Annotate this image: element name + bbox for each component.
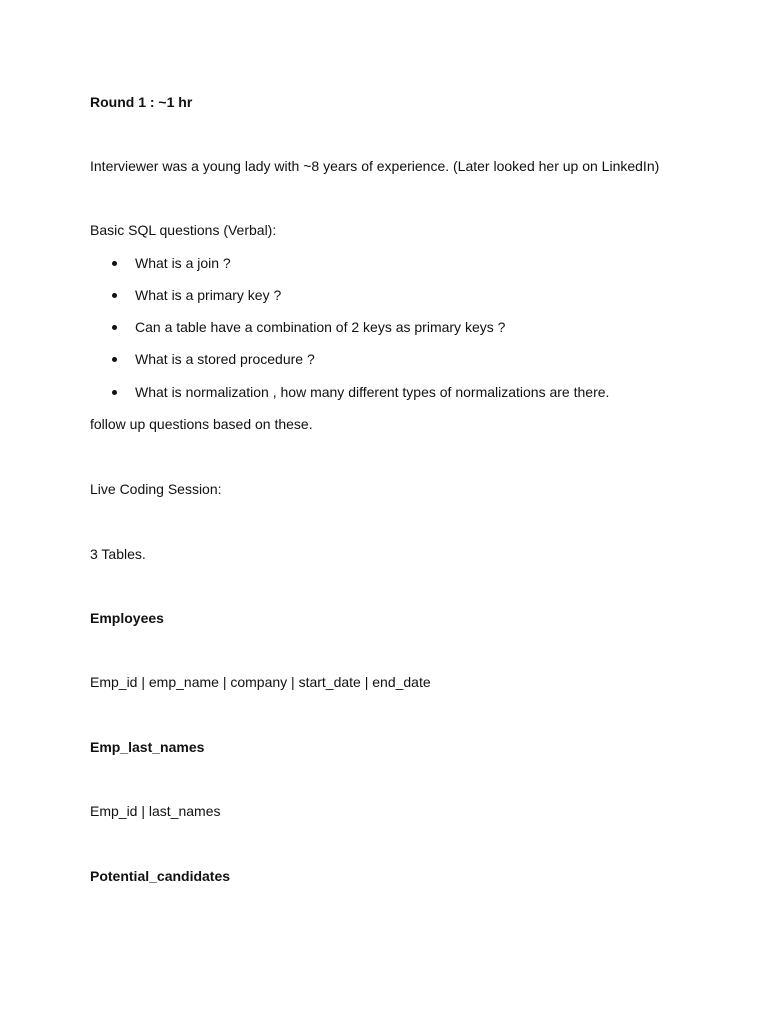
follow-up-text: follow up questions based on these. [90,416,313,432]
list-item-text: Can a table have a combination of 2 keys as primary keys ? [135,319,506,335]
bullet-icon [112,325,117,330]
list-item [112,286,281,304]
bullet-icon [112,390,117,395]
table-name-potential-candidates: Potential_candidates [90,868,231,884]
bullet-icon [112,357,117,362]
tables-count-text: 3 Tables. [90,546,146,562]
live-coding-heading: Live Coding Session: [90,481,222,497]
bullet-icon [112,293,117,298]
table-name-emp-last-names: Emp_last_names [90,739,205,755]
list-item-text: What is a stored procedure ? [135,351,315,367]
table-name-employees: Employees [90,610,164,626]
list-item-text: What is a join ? [135,255,231,271]
table-columns-emp-last-names: Emp_id | last_names [90,803,221,819]
list-item [112,383,609,401]
list-item [112,254,231,272]
bullet-icon [112,261,117,266]
round-heading: Round 1 : ~1 hr [90,94,193,110]
table-columns-employees: Emp_id | emp_name | company | start_date | end_date [90,674,431,690]
list-item-text: What is normalization , how many different types of normalizations are there. [135,384,610,400]
interviewer-text: Interviewer was a young lady with ~8 years of experience. (Later looked her up on LinkedIn) [90,158,660,174]
list-item-text: What is a primary key ? [135,287,282,303]
sql-intro: Basic SQL questions (Verbal): [90,222,277,238]
list-item [112,318,505,336]
list-item [112,350,315,368]
